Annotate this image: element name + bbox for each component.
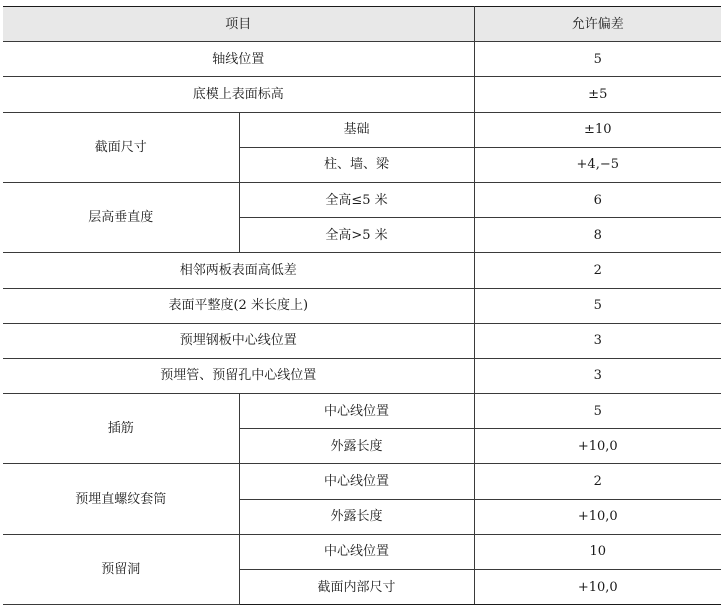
group-cell: 插筋 (3, 394, 239, 464)
value-cell: 5 (474, 42, 721, 77)
group-cell: 预留洞 (3, 534, 239, 604)
table-row (3, 288, 721, 323)
sub-item-cell: 基础 (239, 112, 474, 147)
table-row (3, 253, 721, 288)
item-cell: 预埋管、预留孔中心线位置 (3, 358, 474, 393)
value-cell: 10 (474, 534, 721, 569)
value-cell: 2 (474, 253, 721, 288)
item-cell: 表面平整度(2 米长度上) (3, 288, 474, 323)
table-row (3, 112, 721, 147)
sub-item-cell: 中心线位置 (239, 394, 474, 429)
sub-item-cell: 中心线位置 (239, 464, 474, 499)
sub-item-cell: 外露长度 (239, 429, 474, 464)
group-cell: 层高垂直度 (3, 182, 239, 252)
table-row (3, 323, 721, 358)
item-cell: 预埋钢板中心线位置 (3, 323, 474, 358)
item-cell: 底模上表面标高 (3, 77, 474, 112)
header-item: 项目 (3, 7, 474, 42)
table-row (3, 182, 721, 217)
tolerance-table (3, 6, 721, 605)
table-row (3, 358, 721, 393)
value-cell: 3 (474, 323, 721, 358)
table-row (3, 42, 721, 77)
group-cell: 预埋直螺纹套筒 (3, 464, 239, 534)
value-cell: 5 (474, 394, 721, 429)
value-cell: 3 (474, 358, 721, 393)
sub-item-cell: 中心线位置 (239, 534, 474, 569)
value-cell: +10,0 (474, 570, 721, 605)
value-cell: 8 (474, 218, 721, 253)
sub-item-cell: 全高>5 米 (239, 218, 474, 253)
value-cell: 5 (474, 288, 721, 323)
value-cell: 2 (474, 464, 721, 499)
sub-item-cell: 外露长度 (239, 499, 474, 534)
sub-item-cell: 截面内部尺寸 (239, 570, 474, 605)
group-cell: 截面尺寸 (3, 112, 239, 182)
item-cell: 轴线位置 (3, 42, 474, 77)
value-cell: +10,0 (474, 429, 721, 464)
value-cell: +4,−5 (474, 147, 721, 182)
table-row (3, 464, 721, 499)
sub-item-cell: 柱、墙、梁 (239, 147, 474, 182)
value-cell: ±5 (474, 77, 721, 112)
value-cell: +10,0 (474, 499, 721, 534)
item-cell: 相邻两板表面高低差 (3, 253, 474, 288)
value-cell: ±10 (474, 112, 721, 147)
table-row (3, 394, 721, 429)
value-cell: 6 (474, 182, 721, 217)
sub-item-cell: 全高≤5 米 (239, 182, 474, 217)
table-row (3, 77, 721, 112)
header-tolerance: 允许偏差 (474, 7, 721, 42)
table-header-row (3, 7, 721, 42)
table-row (3, 534, 721, 569)
